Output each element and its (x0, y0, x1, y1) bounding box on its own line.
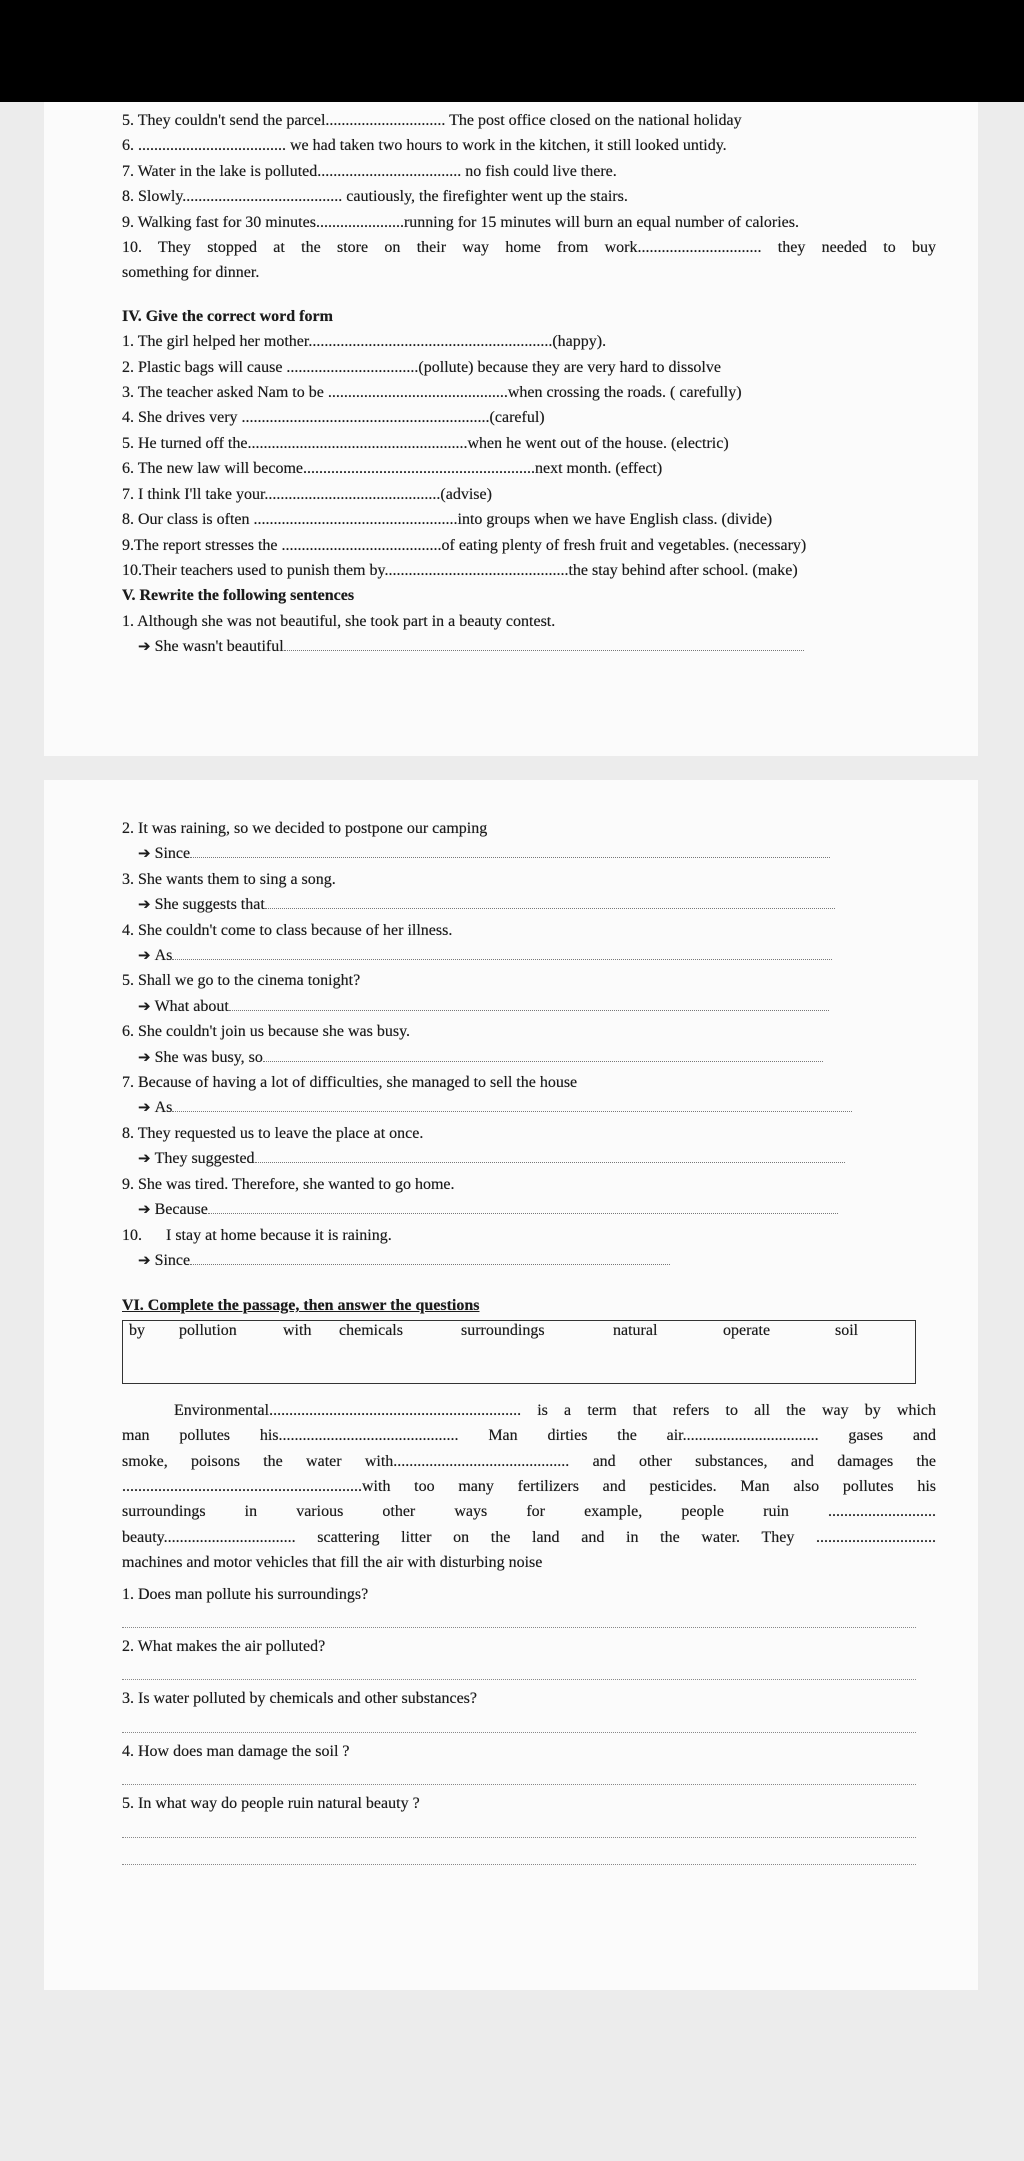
exercise-line: something for dinner. (122, 264, 260, 282)
passage-line: smoke, poisons the water with............................................ and other substances, and damages the (122, 1452, 936, 1470)
rewrite-answer: ➔ She suggests that (122, 892, 936, 917)
exercise-line: 7. Water in the lake is polluted.................................... no fish could live there. (122, 162, 617, 180)
answer-line (122, 1817, 916, 1838)
word-form-item: 8. Our class is often ...................................................into groups when we have English class. (divide) (122, 511, 773, 529)
word-form-item: 10.Their teachers used to punish them by..............................................the stay behind after school. (make) (122, 561, 798, 579)
word-form-item: 9.The report stresses the ........................................of eating plenty of fresh fruit and vegetables. (necessary) (122, 536, 807, 554)
word-form-item: 1. The girl helped her mother.............................................................(happy). (122, 333, 607, 351)
rewrite-question: 10. I stay at home because it is raining. (122, 1226, 392, 1244)
word-bank-item: with (283, 1321, 312, 1339)
rewrite-question: 8. They requested us to leave the place at once. (122, 1124, 424, 1142)
section-heading: VI. Complete the passage, then answer the questions (122, 1297, 480, 1315)
comprehension-question: 1. Does man pollute his surroundings? (122, 1585, 369, 1603)
rewrite-question: 3. She wants them to sing a song. (122, 870, 336, 888)
arrow-icon: ➔ (138, 1200, 151, 1219)
rewrite-answer: ➔ She wasn't beautiful (122, 634, 936, 659)
arrow-icon: ➔ (138, 637, 151, 656)
rewrite-question: 1. Although she was not beautiful, she took part in a beauty contest. (122, 612, 556, 630)
rewrite-question: 7. Because of having a lot of difficulties, she managed to sell the house (122, 1074, 578, 1092)
rewrite-question: 2. It was raining, so we decided to postpone our camping (122, 820, 488, 837)
passage-line: ............................................................with too many fertilizers and pesticides. Man also pollutes his (122, 1477, 936, 1495)
arrow-icon: ➔ (138, 895, 151, 914)
rewrite-answer: ➔ As (122, 943, 936, 968)
answer-line (122, 1844, 916, 1865)
answer-line (122, 1659, 916, 1680)
word-bank-item: natural (613, 1321, 658, 1339)
answer-line (122, 1712, 916, 1733)
word-bank-item: soil (835, 1321, 859, 1339)
rewrite-answer: ➔ She was busy, so (122, 1045, 936, 1070)
word-form-item: 4. She drives very ..............................................................(careful) (122, 409, 545, 427)
exercise-line: 9. Walking fast for 30 minutes......................running for 15 minutes will burn an equal number of calories. (122, 213, 799, 231)
passage-line: beauty................................. scattering litter on the land and in the water. They .............................. (122, 1528, 936, 1546)
word-bank-item: surroundings (461, 1321, 545, 1339)
arrow-icon: ➔ (138, 844, 151, 863)
passage-line: man pollutes his............................................. Man dirties the air.................................. gases and (122, 1427, 936, 1445)
worksheet-page-2 (44, 780, 978, 1990)
word-bank-item: pollution (179, 1321, 237, 1339)
word-form-item: 7. I think I'll take your............................................(advise) (122, 485, 492, 503)
rewrite-question: 4. She couldn't come to class because of her illness. (122, 921, 453, 939)
top-bar (0, 0, 1024, 102)
rewrite-question: 5. Shall we go to the cinema tonight? (122, 972, 361, 990)
word-form-item: 3. The teacher asked Nam to be .............................................when crossing the roads. ( carefully) (122, 384, 742, 402)
arrow-icon: ➔ (138, 1098, 151, 1117)
rewrite-answer: ➔ As (122, 1095, 936, 1120)
word-bank-item: operate (723, 1321, 771, 1339)
section-heading: V. Rewrite the following sentences (122, 587, 355, 605)
passage-line: Environmental............................................................... is a term that refers to all the way by which (174, 1401, 936, 1419)
answer-line (122, 1764, 916, 1785)
rewrite-answer: ➔ Since (122, 841, 936, 866)
rewrite-question: 9. She was tired. Therefore, she wanted to go home. (122, 1175, 455, 1193)
word-form-item: 5. He turned off the.......................................................when he went out of the house. (electric) (122, 434, 729, 452)
word-form-item: 6. The new law will become..........................................................next month. (effect) (122, 460, 663, 478)
comprehension-question: 5. In what way do people ruin natural beauty ? (122, 1795, 420, 1813)
passage-line: machines and motor vehicles that fill the air with disturbing noise (122, 1554, 543, 1572)
comprehension-question: 3. Is water polluted by chemicals and other substances? (122, 1690, 477, 1708)
word-bank-box (122, 1320, 916, 1384)
section-heading: IV. Give the correct word form (122, 307, 333, 325)
passage-line: surroundings in various other ways for example, people ruin ........................... (122, 1503, 936, 1521)
word-bank-item: chemicals (339, 1321, 403, 1339)
comprehension-question: 4. How does man damage the soil ? (122, 1742, 350, 1760)
rewrite-answer: ➔ What about (122, 994, 936, 1019)
exercise-line: 5. They couldn't send the parcel.............................. The post office closed on the national holiday (122, 112, 742, 129)
exercise-line: 10. They stopped at the store on their way home from work............................... they needed to buy (122, 239, 936, 257)
rewrite-answer: ➔ They suggested (122, 1146, 936, 1171)
word-bank-item: by (129, 1321, 145, 1339)
arrow-icon: ➔ (138, 1250, 151, 1269)
arrow-icon: ➔ (138, 1149, 151, 1168)
arrow-icon: ➔ (138, 996, 151, 1015)
rewrite-answer: ➔ Since (122, 1248, 936, 1273)
exercise-line: 8. Slowly........................................ cautiously, the firefighter went up the stairs. (122, 188, 628, 206)
rewrite-question: 6. She couldn't join us because she was busy. (122, 1023, 411, 1041)
exercise-line: 6. ..................................... we had taken two hours to work in the kitchen, it still looked untidy. (122, 137, 727, 155)
word-form-item: 2. Plastic bags will cause .................................(pollute) because they are very hard to dissolve (122, 358, 721, 376)
worksheet-page-1 (44, 102, 978, 756)
rewrite-answer: ➔ Because (122, 1197, 936, 1222)
arrow-icon: ➔ (138, 1047, 151, 1066)
arrow-icon: ➔ (138, 946, 151, 965)
comprehension-question: 2. What makes the air polluted? (122, 1637, 326, 1655)
passage (122, 1398, 936, 1576)
answer-line (122, 1607, 916, 1628)
